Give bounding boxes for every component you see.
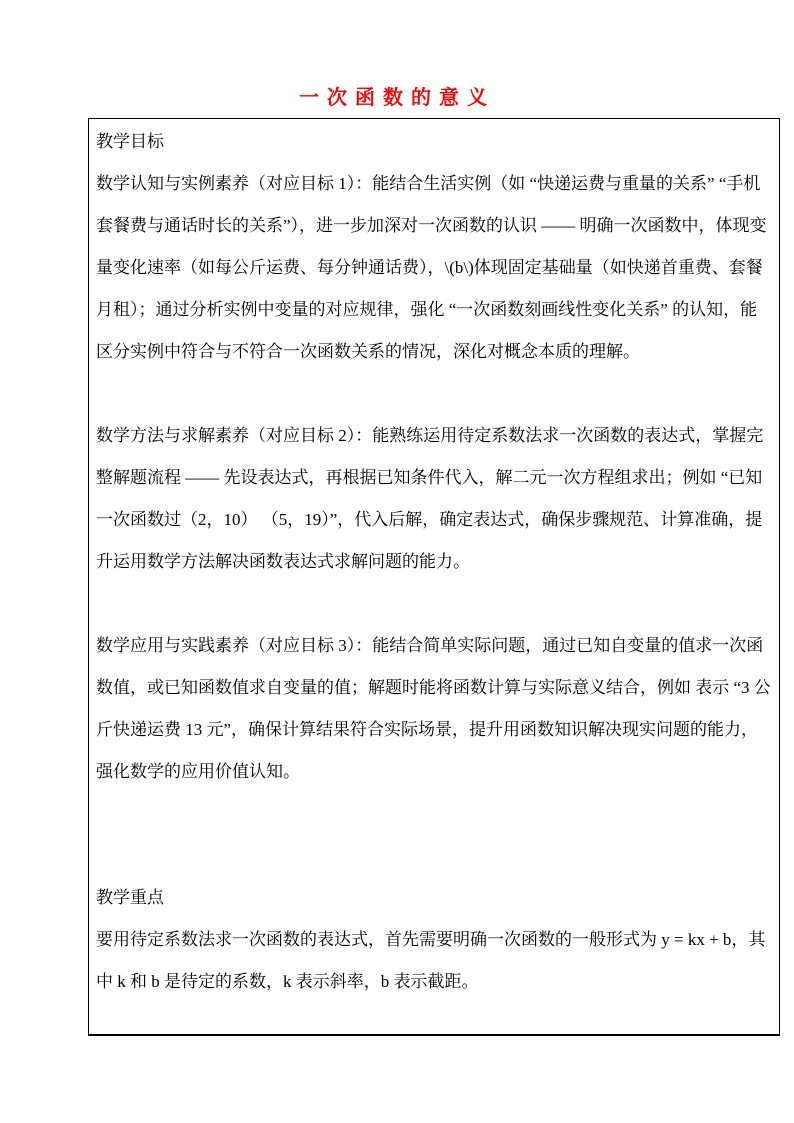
document-title: 一次函数的意义 <box>299 87 495 109</box>
key-points-heading: 教学重点 <box>96 888 164 907</box>
objective-paragraph-2: 数学方法与求解素养（对应目标 2）：能熟练运用待定系数法求一次函数的表达式，掌握完整解题流程 —— 先设表达式，再根据已知条件代入，解二元一次方程组求出；例如 “已知一次函数过（2，10） （5，19）”，代入后解，确定表达式，确保步骤规范、计算准确，提升运用数学方法解决函数表达式求解问题的能力。 <box>96 426 764 571</box>
content-table <box>88 118 780 1036</box>
table-cell <box>89 119 779 1009</box>
key-points-paragraph: 要用待定系数法求一次函数的表达式，首先需要明确一次函数的一般形式为 y = kx + b，其中 k 和 b 是待定的系数，k 表示斜率，b 表示截距。 <box>96 930 766 991</box>
objective-paragraph-1: 数学认知与实例素养（对应目标 1）：能结合生活实例（如 “快递运费与重量的关系” “手机套餐费与通话时长的关系”），进一步加深对一次函数的认识 —— 明确一次函数中，体现变量变化速率（如每公斤运费、每分钟通话费），\(b\)体现固定基础量（如快递首重费、套餐月租）；通过分析实例中变量的对应规律，强化 “一次函数刻画线性变化关系” 的认知，能区分实例中符合与不符合一次函数关系的情况，深化对概念本质的理解。 <box>96 174 767 361</box>
objective-paragraph-3: 数学应用与实践素养（对应目标 3）：能结合简单实际问题，通过已知自变量的值求一次函数值，或已知函数值求自变量的值；解题时能将函数计算与实际意义结合，例如 表示 “3 公斤快递运费 13 元”，确保计算结果符合实际场景，提升用函数知识解决现实问题的能力，强化数学的应用价值认知。 <box>96 636 771 781</box>
objectives-heading: 教学目标 <box>96 132 164 151</box>
